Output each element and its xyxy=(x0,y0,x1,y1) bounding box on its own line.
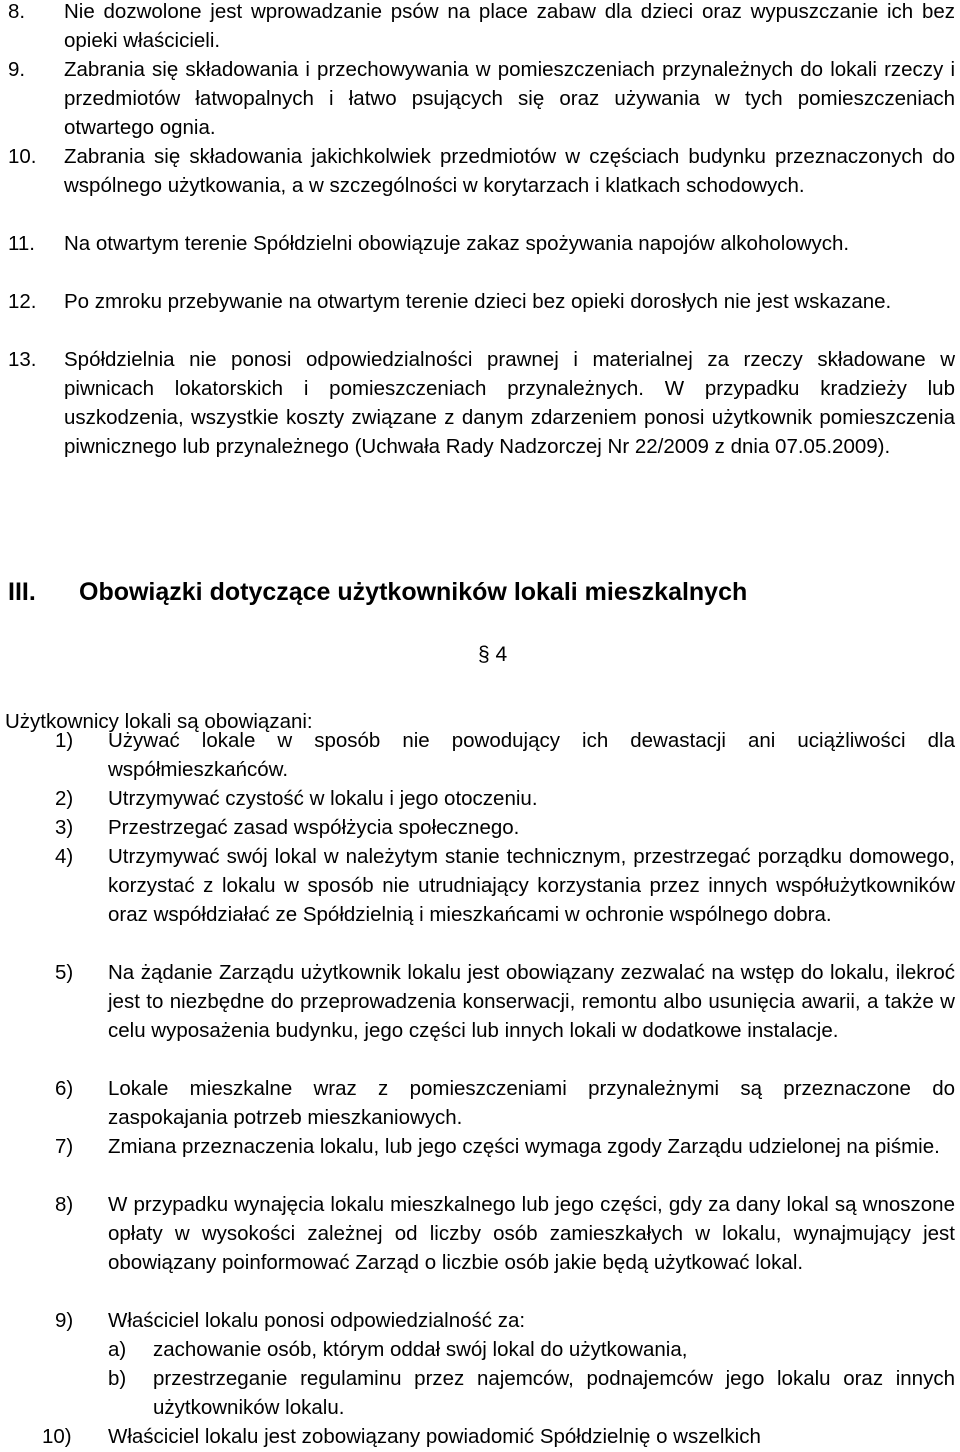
rule-number: 11. xyxy=(8,232,35,255)
rule-number: 9. xyxy=(8,58,26,81)
obligation-text: Właściciel lokalu ponosi odpowiedzialność za: xyxy=(108,1309,526,1332)
rule-text: Zabrania się składowania jakichkolwiek przedmiotów w częściach budynku przeznaczonych do wspólnego użytkowania, a w szczególności w korytarzach i klatkach schodowych. xyxy=(64,145,955,197)
obligation-text: Używać lokale w sposób nie powodujący ich dewastacji ani uciążliwości dla współmieszkańców. xyxy=(108,729,955,781)
rule-text: Zabrania się składowania i przechowywania w pomieszczeniach przynależnych do lokali rzeczy i przedmiotów łatwopalnych i łatwo psujących się oraz używania w tych pomieszczeniach otwartego ognia. xyxy=(64,58,955,139)
obligation-number: 8) xyxy=(55,1193,74,1216)
obligation-text: Przestrzegać zasad współżycia społecznego. xyxy=(108,816,520,839)
obligation-number: 3) xyxy=(55,816,74,839)
obligation-text: Właściciel lokalu jest zobowiązany powiadomić Spółdzielnię o wszelkich xyxy=(108,1425,761,1448)
rule-text: Nie dozwolone jest wprowadzanie psów na place zabaw dla dzieci oraz wypuszczanie ich bez opieki właścicieli. xyxy=(64,0,955,52)
rule-text: Spółdzielnia nie ponosi odpowiedzialności prawnej i materialnej za rzeczy składowane w piwnicach lokatorskich i pomieszczeniach przynależnych. W przypadku kradzieży lub uszkodzenia, wszystkie koszty związane z danym zdarzeniem ponosi użytkownik pomieszczenia piwnicznego lub przynależnego (Uchwała Rady Nadzorczej Nr 22/2009 z dnia 07.05.2009). xyxy=(64,348,955,458)
rule-number: 12. xyxy=(8,290,37,313)
rule-number: 8. xyxy=(8,0,26,23)
obligation-number: 9) xyxy=(55,1309,74,1332)
subitem-text: przestrzeganie regulaminu przez najemców, podnajemców jego lokalu oraz innych użytkowników lokalu. xyxy=(153,1367,955,1419)
subitem-letter: b) xyxy=(108,1367,127,1390)
rule-number: 13. xyxy=(8,348,37,371)
obligation-text: Utrzymywać czystość w lokalu i jego otoczeniu. xyxy=(108,787,538,810)
subitem-text: zachowanie osób, którym oddał swój lokal do użytkowania, xyxy=(153,1338,688,1361)
obligation-number: 10) xyxy=(42,1425,72,1448)
obligation-number: 7) xyxy=(55,1135,74,1158)
obligation-text: Zmiana przeznaczenia lokalu, lub jego części wymaga zgody Zarządu udzielonej na piśmie. xyxy=(108,1135,940,1158)
section-intro: Użytkownicy lokali są obowiązani: xyxy=(5,710,313,733)
rule-number: 10. xyxy=(8,145,37,168)
rule-text: Po zmroku przebywanie na otwartym terenie dzieci bez opieki dorosłych nie jest wskazane. xyxy=(64,290,892,313)
section-number: III. xyxy=(8,578,36,606)
rule-text: Na otwartym terenie Spółdzielni obowiązuje zakaz spożywania napojów alkoholowych. xyxy=(64,232,850,255)
obligation-number: 2) xyxy=(55,787,74,810)
obligation-text: Na żądanie Zarządu użytkownik lokalu jest obowiązany zezwalać na wstęp do lokalu, ilekroć jest to niezbędne do przeprowadzenia konserwacji, remontu albo usunięcia awarii, a także w celu wyposażenia budynku, jego części lub innych lokali w dodatkowe instalacje. xyxy=(108,961,955,1042)
obligation-number: 6) xyxy=(55,1077,74,1100)
obligation-number: 5) xyxy=(55,961,74,984)
paragraph-sign: § 4 xyxy=(478,643,508,666)
section-title: Obowiązki dotyczące użytkowników lokali mieszkalnych xyxy=(79,578,748,606)
subitem-letter: a) xyxy=(108,1338,127,1361)
obligation-text: W przypadku wynajęcia lokalu mieszkalnego lub jego części, gdy za dany lokal są wnoszone opłaty w wysokości zależnej od liczby osób zamieszkałych w lokalu, wynajmujący jest obowiązany poinformować Zarząd o liczbie osób jakie będą użytkować lokal. xyxy=(108,1193,955,1274)
obligation-text: Utrzymywać swój lokal w należytym stanie technicznym, przestrzegać porządku domowego, korzystać z lokalu w sposób nie utrudniający korzystania przez innych współużytkowników oraz współdziałać ze Spółdzielnią i mieszkańcami w ochronie wspólnego dobra. xyxy=(108,845,955,926)
obligation-number: 1) xyxy=(55,729,74,752)
obligation-text: Lokale mieszkalne wraz z pomieszczeniami przynależnymi są przeznaczone do zaspokajania potrzeb mieszkaniowych. xyxy=(108,1077,955,1129)
obligation-number: 4) xyxy=(55,845,74,868)
